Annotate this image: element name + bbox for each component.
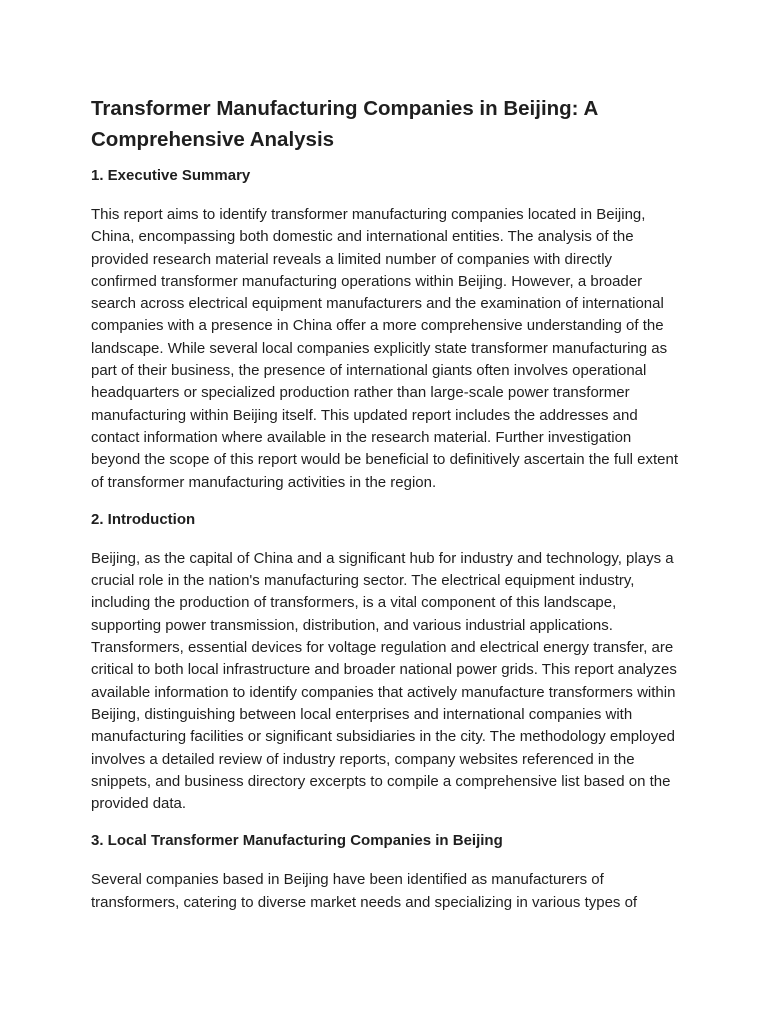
- document-page: [91, 93, 681, 914]
- section-body-local-companies: Several companies based in Beijing have been identified as manufacturers of transformers, catering to diverse market needs and specializing in various types of: [91, 871, 638, 911]
- section-heading-introduction: 2. Introduction: [91, 510, 196, 528]
- section-body-executive-summary: This report aims to identify transformer manufacturing companies located in Beijing, China, encompassing both domestic and international entities. The analysis of the provided research material reveals a limited number of companies with directly confirmed transformer manufacturing operations within Beijing. However, a broader search across electrical equipment manufacturers and the examination of international companies with a presence in China offer a more comprehensive understanding of the landscape. While several local companies explicitly state transformer manufacturing as part of their business, the presence of international giants often involves operational headquarters or specialized production rather than large-scale power transformer manufacturing within Beijing itself. This updated report includes the addresses and contact information where available in the research material. Further investigation beyond the scope of this report would be beneficial to definitively ascertain the full extent of transformer manufacturing activities in the region.: [91, 206, 679, 491]
- section-heading-local-companies: 3. Local Transformer Manufacturing Companies in Beijing: [91, 832, 503, 850]
- section-body-introduction: Beijing, as the capital of China and a significant hub for industry and technology, plays a crucial role in the nation's manufacturing sector. The electrical equipment industry, including the production of transformers, is a vital component of this landscape, supporting power transmission, distribution, and various industrial applications. Transformers, essential devices for voltage regulation and electrical energy transfer, are critical to both local infrastructure and broader national power grids. This report analyzes available information to identify companies that actively manufacture transformers within Beijing, distinguishing between local enterprises and international companies with manufacturing facilities or significant subsidiaries in the city. The methodology employed involves a detailed review of industry reports, company websites referenced in the snippets, and business directory excerpts to compile a comprehensive list based on the provided data.: [91, 549, 677, 813]
- document-title: Transformer Manufacturing Companies in Beijing: A Comprehensive Analysis: [91, 97, 598, 151]
- section-heading-executive-summary: 1. Executive Summary: [91, 167, 251, 184]
